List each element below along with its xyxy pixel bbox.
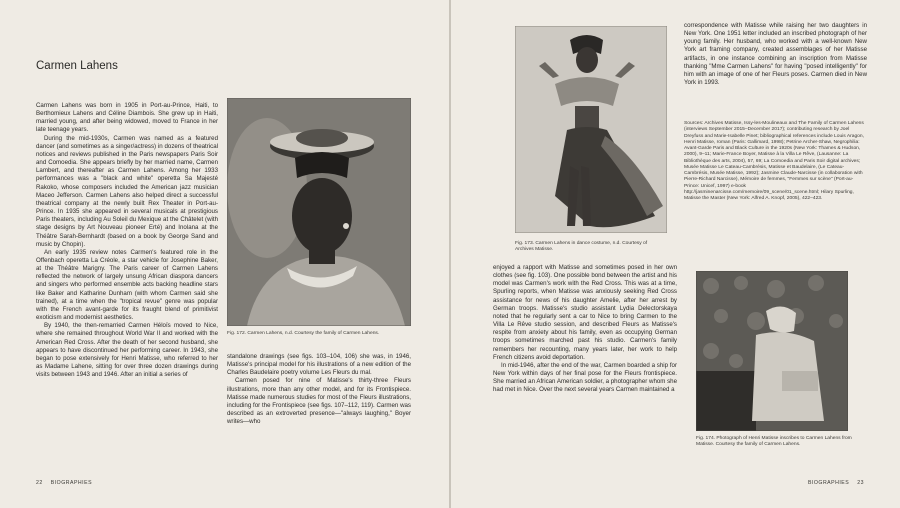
caption-fig-172: Fig. 172. Carmen Lahens, n.d. Courtesy the family of Carmen Lahens.	[227, 331, 380, 336]
folio-section: BIOGRAPHIES	[50, 480, 93, 486]
folio-number: 23	[857, 480, 864, 486]
biography-column-1	[36, 102, 218, 379]
biography-continuation-top	[684, 22, 867, 87]
folio-section: BIOGRAPHIES	[807, 480, 850, 486]
page-number-left	[36, 480, 92, 486]
paragraph: In mid-1946, after the end of the war, Carmen boarded a ship for New York within days of her final pose for the Fleurs frontispiece. She married an African American soldier, a photographer whom she had met in Nice. Over the next several years Carmen maintained a	[493, 361, 677, 394]
biography-continuation-bottom	[493, 264, 677, 395]
biography-column-2	[227, 353, 411, 426]
paragraph: An early 1935 review notes Carmen's featured role in the Offenbach operetta La Créole, a star vehicle for Josephine Baker, at the Théâtre Marigny. The Paris career of Carmen Lahens reflected the network of largely unsung African diaspora dancers and singers who performed ensemble acts backing headline stars like Baker and Katharine Dunham (with whom Carmen said she trained), at a time when the "tropical revue" genre was popular with the French avant-garde for its fraught blend of primitivist exoticism and modernist aesthetics.	[36, 248, 218, 322]
caption-fig-174: Fig. 174. Photograph of Henri Matisse inscribes to Carmen Lahens from Matisse. Courtesy the family of Carmen Lahens.	[696, 436, 852, 448]
portrait-photo-fig-172	[227, 98, 411, 326]
left-page	[0, 0, 449, 508]
paragraph: correspondence with Matisse while raising her two daughters in New York. One 1951 letter included an inscribed photograph of her young family. Her husband, who worked with a well-known New York art framing company, created assemblages of her Matisse artifacts, in one instance combining an inscription from Matisse thanking "Mme Carmen Lahens" for having "posed intelligently" for him with an image of one of her Fleurs poses. Carmen died in New York in 1993.	[684, 22, 867, 87]
paragraph: Carmen posed for nine of Matisse's thirty-three Fleurs illustrations, more than any other model, and for its Frontispiece. Matisse made numerous studies for most of the Fleurs illustrations, including for the Frontispiece (see figs. 107–112, 119). Carmen was described as an extroverted presence—"always laughing," Boyer writes—who	[227, 377, 411, 426]
caption-fig-173: Fig. 173. Carmen Lahens in dance costume, n.d. Courtesy of Archives Matisse.	[515, 241, 648, 253]
paragraph: enjoyed a rapport with Matisse and sometimes posed in her own clothes (see fig. 103). One possible bond between the artist and his model was Carmen's work with the Red Cross. This was at a time, Spurling reports, when Matisse was anxiously seeking Red Cross assistance for news of his daughter Amelie, after her arrest by German troops. Matisse's studio assistant Lydia Delectorskaya noted that he regularly sent a car to Nice to bring Carmen to the Villa Le Rêve studio session, and described Fleurs as Matisse's respite from anxiety about his family, even as occupying German troops sometimes marched past his studio. Carmen's family remembers her recounting, many years later, her work to help French citizens avoid deportation.	[493, 264, 677, 361]
page-title: Carmen Lahens	[36, 60, 118, 72]
paragraph: Carmen Lahens was born in 1905 in Port-au-Prince, Haiti, to Berthomieux Lahens and Céline Diambois. She grew up in Haiti, married young, and after being widowed, moved to France in her late teenage years.	[36, 102, 218, 134]
dance-costume-photo-fig-173	[515, 26, 667, 233]
page-number-right	[808, 480, 864, 486]
folio-number: 22	[36, 480, 43, 486]
paragraph: By 1940, the then-remarried Carmen Héloïs moved to Nice, where she remained throughout World War II and worked with the American Red Cross. After the death of her second husband, she appears to have discontinued her performing career. In 1943, she began to pose extensively for Henri Matisse, who referred to her as Madame Lahene, sitting for over three dozen drawings during visits between 1943 and 1946. After an initial a series of	[36, 322, 218, 379]
paragraph: standalone drawings (see figs. 103–104, 106) she was, in 1946, Matisse's principal model for his illustrations of a new edition of the Charles Baudelaire poetry volume Les Fleurs du mal.	[227, 353, 411, 377]
right-page	[451, 0, 900, 508]
sources-notes: Sources: Archives Matisse, Issy-les-Moulineaux and The Family of Carmen Lahens (interviews September 2015–December 2017); contributing research by Joel Dreyfuss and Marie-Isabelle Pinet; bibliographical references include Louis Aragon, Henri Matisse, roman (Paris: Gallimard, 1998); Petrine Archer-Shaw, Negrophilia: Avant-Garde Paris and Black Culture in the 1920s (New York: Thames & Hudson, 2000), 9–11; Marie-France Boyer, Matisse à la Villa Le Rêve, (Lausanne: La Bibliothèque des arts, 2004), 57, 69; La Comoedia and Paris Soir digital archives; Musée Matisse Le Cateau-Cambrésis, Matisse et Baudelaire, (Le Cateau-Cambrésis, Musée Matisse, 1992); Jasmine Claude-Narcisse (in collaboration with Pierre-Richard Narcisse), Mémoire de femmes, "Femmes sur scène" (Port-au-Prince: Unicef, 1997) e-book http://jasminenarcisse.com/memoire/09_scene/01_scene.html; Hilary Spurling, Matisse the Master (New York: Alfred A. Knopf, 2005), 422–423.	[684, 121, 864, 201]
paragraph: During the mid-1930s, Carmen was named as a featured dancer (and sometimes as a singer/actress) in dozens of theatrical notices and reviews published in the Paris newspapers Paris Soir and Comoedia. She appears briefly by her married name, Carmen Lambert, and thereafter as Carmen Lahens. Among her 1933 performances was a "black and white" operetta Sa Majesté Rakoko, whose composers included the American jazz musician Maceo Jefferson. Carmen Lahens also helped direct a successful theatrical company at the newly built Rex Theater in Port-au-Prince. In 1935 she appeared in several musicals at prestigious Paris theaters, including Au Soleil du Mexique at the Châtelet (with stage designs by Art Nouveau pioneer Erté) and Inolana at the Théâtre Sarah-Bernhardt (based on a book by George Sand and music by Chopin).	[36, 134, 218, 248]
matisse-photo-fig-174	[696, 271, 848, 431]
